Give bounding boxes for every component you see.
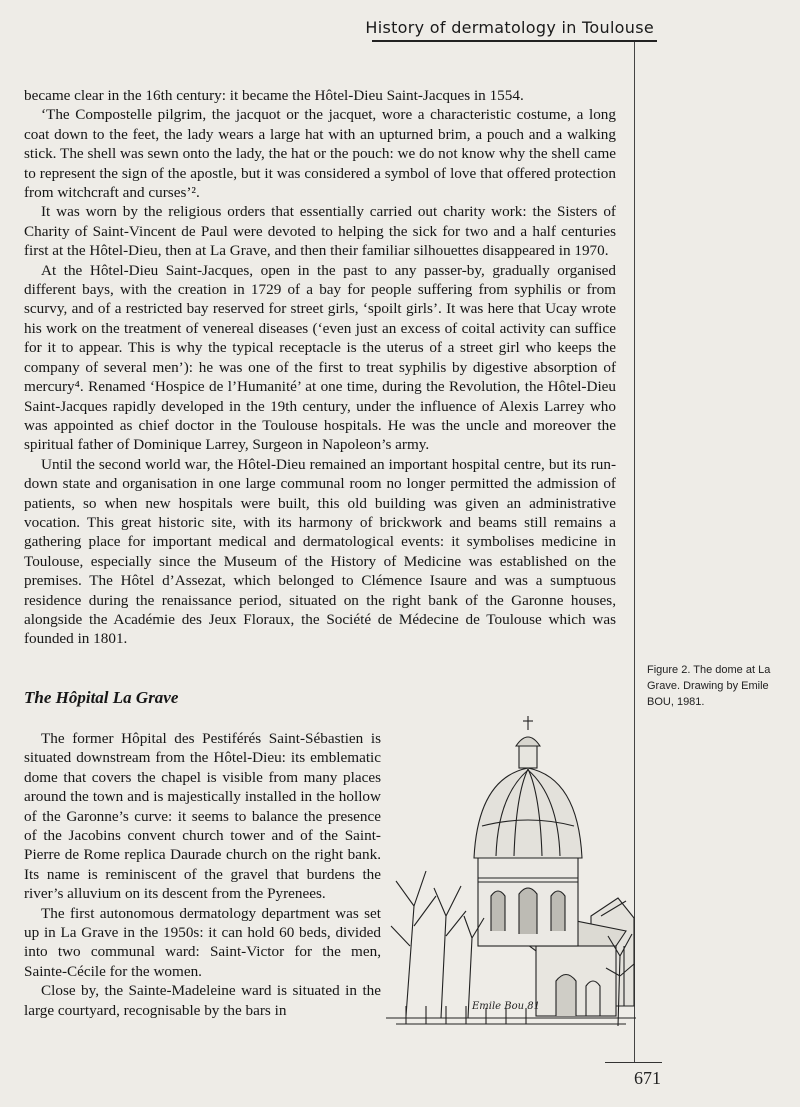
figure-caption: Figure 2. The dome at La Grave. Drawing by Emile BOU, 1981.: [647, 664, 771, 708]
page-number: 671: [634, 1068, 661, 1088]
dome-drawing-svg: [386, 706, 636, 1036]
header-rule: [372, 40, 657, 42]
running-header: History of dermatology in Toulouse: [365, 18, 654, 37]
dome-drawing: [386, 706, 636, 1036]
paragraph-1: became clear in the 16th century: it became the Hôtel-Dieu Saint-Jacques in 1554.: [24, 87, 524, 104]
main-text-column: [24, 86, 616, 649]
paragraph-8: Close by, the Sainte-Madeleine ward is situated in the large courtyard, recognisable by the bars in: [24, 982, 381, 1019]
section-heading: The Hôpital La Grave: [24, 688, 179, 707]
paragraph-5: Until the second world war, the Hôtel-Dieu remained an important hospital centre, but its run-down state and organisation in one large communal room no longer permitted the admission of patients, so when new hospitals were built, this old building was given an administrative vocation. This great historic site, with its harmony of brickwork and beams still remains a gathering place for important medical and dermatological events: it symbolises medicine in Toulouse, especially since the Museum of the History of Medicine was established on the premises. The Hôtel d’Assezat, which belonged to Clémence Isaure and was a sumptuous residence during the renaissance period, situated on the right bank of the Garonne houses, alongside the Académie des Jeux Floraux, the Société de Médecine de Toulouse which was founded in 1801.: [24, 455, 616, 648]
drawing-signature: Emile Bou 81: [472, 1001, 540, 1012]
paragraph-3: It was worn by the religious orders that essentially carried out charity work: the Sisters of Charity of Saint-Vincent de Paul were devoted to helping the sick for two and a half centuries first at the Hôtel-Dieu, then at La Grave, and then their familiar silhouettes disappeared in 1970.: [24, 203, 616, 260]
footer-rule: [605, 1062, 662, 1063]
paragraph-6: The former Hôpital des Pestiférés Saint-Sébastien is situated downstream from the Hôtel-Dieu: its emblematic dome that covers the chapel is visible from many places around the town and is majestically installed in the hollow of the Garonne’s curve: it seems to balance the presence of the Jacobins convent church tower and of the Saint-Pierre de Rome replica Daurade church on the right bank. Its name is reminiscent of the gravel that burdens the river’s alluvium on its descent from the Pyrenees.: [24, 730, 381, 903]
left-text-column: [24, 729, 381, 1020]
paragraph-4: At the Hôtel-Dieu Saint-Jacques, open in the past to any passer-by, gradually organised different bays, with the creation in 1729 of a bay for people suffering from syphilis or from scurvy, and of a restricted bay reserved for street girls, ‘spoilt girls’. It was here that Ucay wrote his work on the treatment of venereal diseases (‘even just an excess of coital activity can suffice for it to appear. This is why the typical receptacle is the uterus of a street girl who keeps the company of several men’): he was one of the first to treat syphilis by digestive absorption of mercury⁴. Renamed ‘Hospice de l’Humanité’ at one time, during the Revolution, the Hôtel-Dieu Saint-Jacques rapidly developed in the 19th century, under the influence of Alexis Larrey who was appointed as chief doctor in the Toulouse hospitals. He was the uncle and moreover the spiritual father of Dominique Larrey, Surgeon in Napoleon’s army.: [24, 261, 616, 454]
paragraph-7: The first autonomous dermatology department was set up in La Grave in the 1950s: it can hold 60 beds, divided into two communal ward: Saint-Victor for the men, Sainte-Cécile for the women.: [24, 904, 381, 980]
paragraph-2: ‘The Compostelle pilgrim, the jacquot or the jacquet, wore a characteristic costume, a long coat down to the feet, the lady wears a large hat with an upturned brim, a pouch and a walking stick. The shell was sewn onto the lady, the hat or the pouch: we do not know why the shell came to represent the sign of the apostle, but it was considered a symbol of love that offered protection from witchcraft and curses’².: [24, 106, 616, 202]
